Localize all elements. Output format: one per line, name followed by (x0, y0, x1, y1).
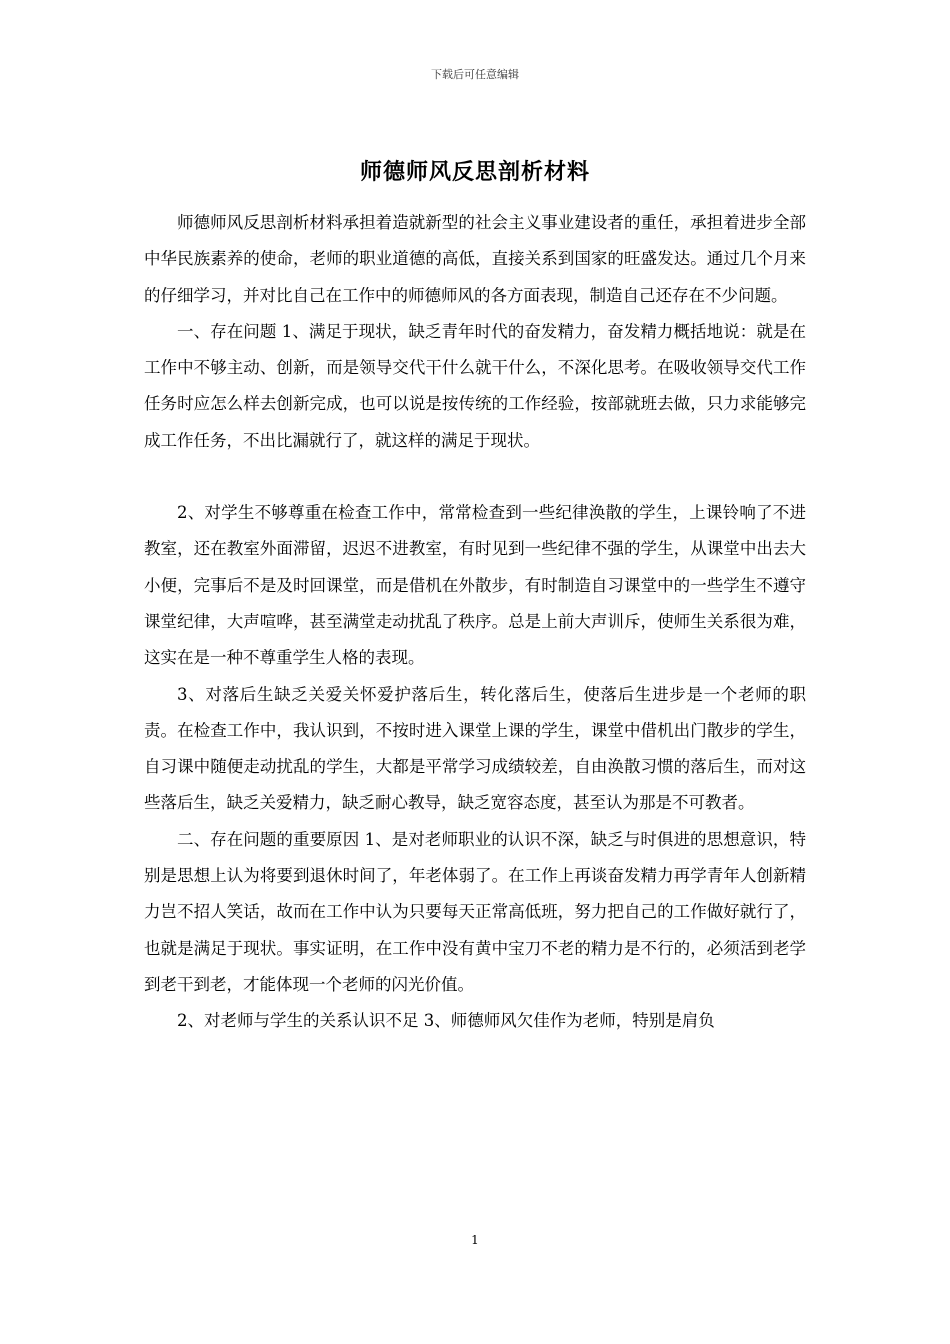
paragraph-problem-1: 一、存在问题 1、满足于现状，缺乏青年时代的奋发精力，奋发精力概括地说：就是在工作中不够主动、创新，而是领导交代干什么就干什么，不深化思考。在吸收领导交代工作任务时应怎么样去创新完成，也可以说是按传统的工作经验，按部就班去做，只力求能够完成工作任务，不出比漏就行了，就这样的满足于现状。 (144, 321, 806, 450)
paragraph-intro: 师德师风反思剖析材料承担着造就新型的社会主义事业建设者的重任，承担着进步全部中华民族素养的使命，老师的职业道德的高低，直接关系到国家的旺盛发达。通过几个月来的仔细学习，并对比自己在工作中的师德师风的各方面表现，制造自己还存在不少问题。 (144, 213, 806, 305)
document-body (144, 205, 806, 1040)
page-number: 1 (471, 1233, 479, 1247)
paragraph-problem-2: 2、对学生不够尊重在检查工作中，常常检查到一些纪律涣散的学生，上课铃响了不进教室，还在教室外面滞留，迟迟不进教室，有时见到一些纪律不强的学生，从课堂中出去大小便，完事后不是及时回课堂，而是借机在外散步，有时制造自习课堂中的一些学生不遵守课堂纪律，大声喧哗，甚至满堂走动扰乱了秩序。总是上前大声训斥，使师生关系很为难，这实在是一种不尊重学生人格的表现。 (144, 503, 806, 668)
paragraph-problem-3: 3、对落后生缺乏关爱关怀爱护落后生，转化落后生，使落后生进步是一个老师的职责。在检查工作中，我认识到，不按时进入课堂上课的学生，课堂中借机出门散步的学生，自习课中随便走动扰乱的学生，大都是平常学习成绩较差，自由涣散习惯的落后生，而对这些落后生，缺乏关爱精力，缺乏耐心教导，缺乏宽容态度，甚至认为那是不可教者。 (144, 684, 806, 813)
document-title: 师德师风反思剖析材料 (359, 159, 590, 185)
paragraph-causes-2: 2、对老师与学生的关系认识不足 3、师德师风欠佳作为老师，特别是肩负 (177, 1011, 715, 1031)
paragraph-causes-1: 二、存在问题的重要原因 1、是对老师职业的认识不深，缺乏与时俱进的思想意识，特别是思想上认为将要到退休时间了，年老体弱了。在工作上再谈奋发精力再学青年人创新精力岂不招人笑话，故而在工作中认为只要每天正常高低班，努力把自己的工作做好就行了，也就是满足于现状。事实证明，在工作中没有黄中宝刀不老的精力是不行的，必须活到老学到老干到老，才能体现一个老师的闪光价值。 (144, 829, 806, 994)
header-note: 下载后可任意编辑 (431, 68, 519, 81)
